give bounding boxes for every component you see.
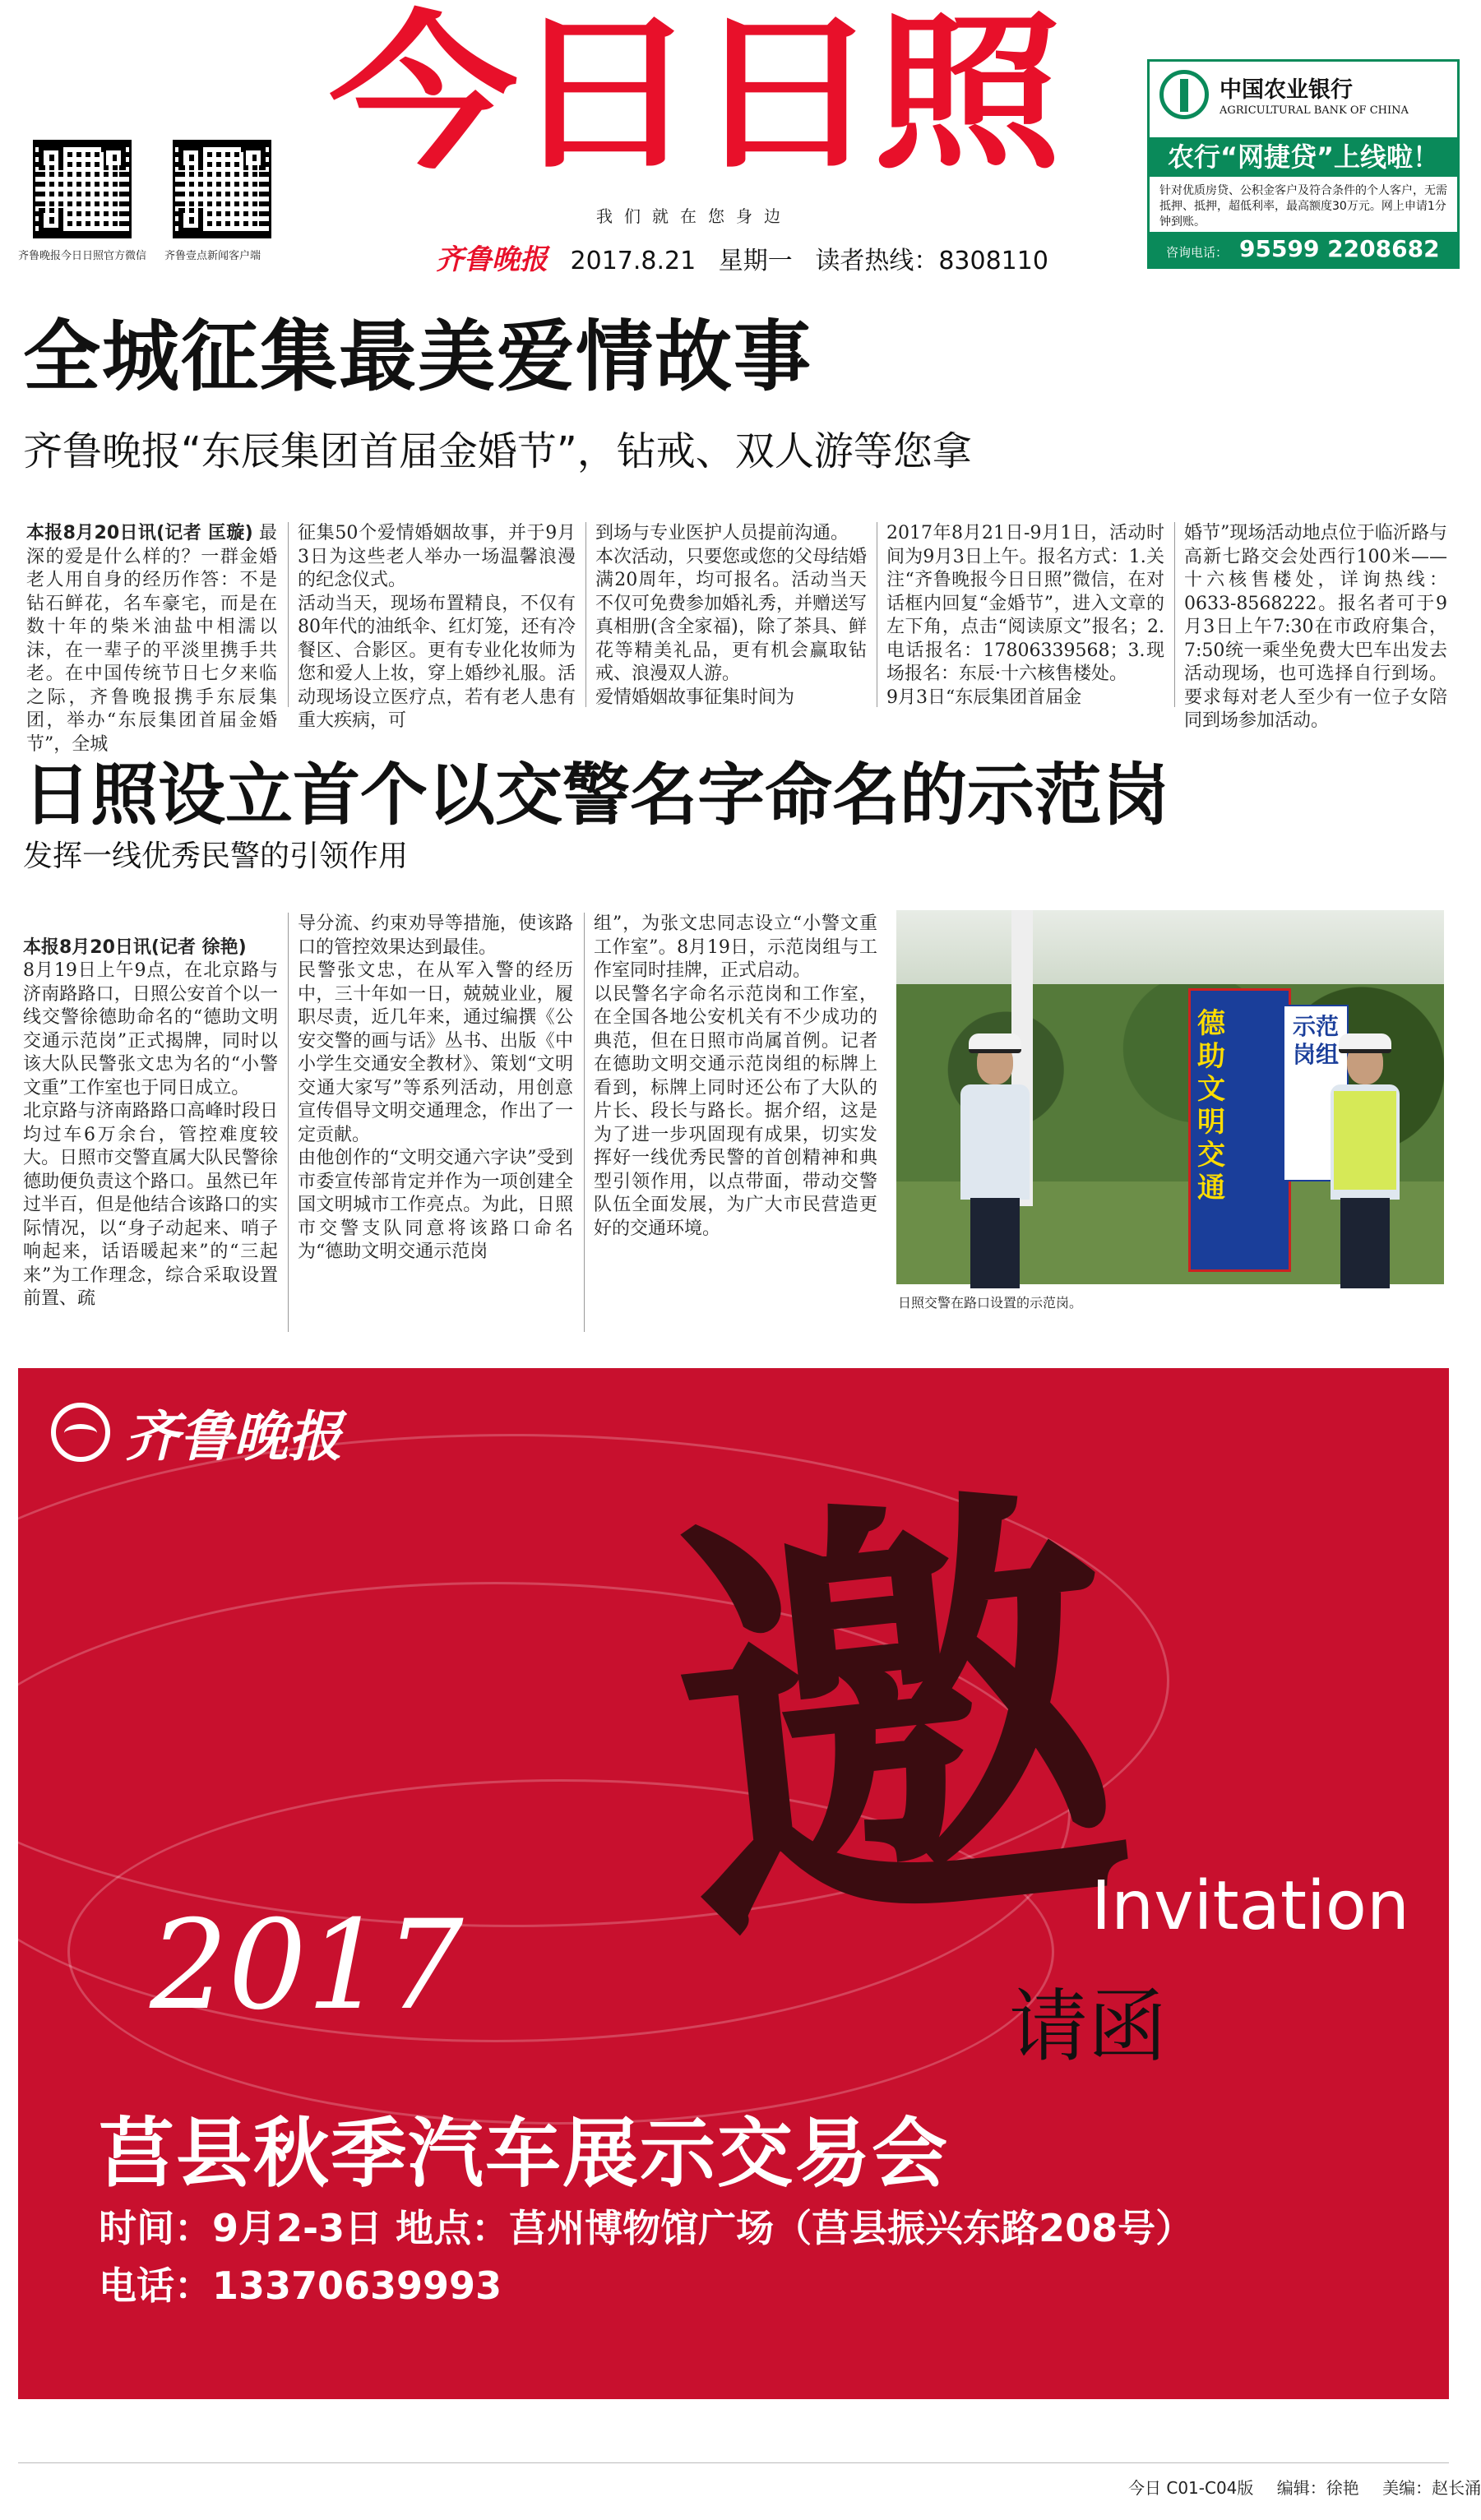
officer-right — [1324, 1042, 1406, 1288]
issue-date: 2017.8.21 — [570, 247, 697, 275]
footer-rule — [18, 2462, 1449, 2463]
column-divider — [288, 522, 289, 707]
ad-logo — [51, 1393, 342, 1471]
bank-slogan: 农行“网捷贷”上线啦！ — [1150, 137, 1457, 177]
story2-column-2: 导分流、约束劝导等措施，使该路口的管控效果达到最佳。 民警张文忠，在从军入警的经历中，三十年如一日，兢兢业业，履职尽责，近几年来，通过编撰《公安交警的画与话》丛书、出版《中小学生交通安全教材》、策划“文明交通大家写”等系列活动，用创意宣传倡导文明交通理念，作出了一定贡献。 由他创作的“文明交通六字诀”受到市委宣传部肯定并作为一项创建全国文明城市工作亮点。为此，日照市交警支队同意将该路口命名为“德助文明交通示范岗 — [298, 913, 573, 1262]
story2-headline: 日照设立首个以交警名字命名的示范岗 — [23, 756, 1170, 835]
story1-column-2: 征集50个爱情婚姻故事，并于9月3日为这些老人举办一场温馨浪漫的纪念仪式。 活动当天，现场布置精良，不仅有80年代的油纸伞、红灯笼，还有冷餐区、合影区。更有专业化妆师为您和爱人上妆，穿上婚纱礼服。活动现场设立医疗点，若有老人患有重大疾病，可 — [298, 523, 576, 731]
story1-column-1 — [26, 522, 277, 755]
sign-left-text: 德助文明交通 — [1197, 1007, 1225, 1205]
ad-invitation-letter: 请函 — [1009, 1981, 1167, 2073]
reader-hotline: 读者热线：8308110 — [815, 247, 1048, 275]
masthead-slogan: 我们就在您身边 — [596, 206, 792, 226]
footer-edition: 今日 C01-C04版 — [1128, 2478, 1254, 2498]
auto-show-ad[interactable] — [18, 1368, 1449, 2429]
story2-column-3: 组”，为张文忠同志设立“小警文重工作室”。8月19日，示范岗组与工作室同时挂牌，正式启动。 以民警名字命名示范岗和工作室，在全国各地公安机关有不少成功的典范，但在日照市尚属首例。记者在德助文明交通示范岗组的标牌上看到，标牌上同时还公布了大队的片长、段长与路长。据介绍，这是为了进一步巩固现有成果，切实发挥好一线优秀民警的首创精神和典型引领作用，以点带面，带动交警队伍全面发展，为广大市民营造更好的交通环境。 — [594, 913, 877, 1239]
qr-right-label: 齐鲁壹点新闻客户端 — [164, 250, 261, 262]
qr-code-right[interactable] — [173, 140, 271, 238]
story1-column-4: 2017年8月21日-9月1日，活动时间为9月3日上午。报名方式：1.关注“齐鲁晚报今日日照”微信，在对话框内回复“金婚节”，进入文章的左下角，点击“阅读原文”报名；2.电话报名：17806339568；3.现场报名：东辰·十六核售楼处。 9月3日“东辰集团首届金 — [886, 523, 1164, 708]
photo-caption: 日照交警在路口设置的示范岗。 — [898, 1295, 1083, 1311]
column-divider — [584, 913, 585, 1332]
officer-left — [954, 1042, 1036, 1288]
bank-name-en: AGRICULTURAL BANK OF CHINA — [1220, 104, 1409, 117]
qilu-logo-icon — [51, 1403, 110, 1462]
bank-description: 针对优质房贷、公积金客户及符合条件的个人客户，无需抵押、抵押，超低利率，最高额度30万元。网上申请1分钟到账。 — [1159, 184, 1447, 229]
ad-bottom-band — [18, 2391, 1449, 2429]
story2-lead: 本报8月20日讯(记者 徐艳) — [23, 936, 247, 958]
abc-logo-icon — [1159, 70, 1209, 119]
ad-phone: 电话：13370639993 — [99, 2263, 502, 2308]
footer-editor: 编辑：徐艳 — [1276, 2478, 1359, 2498]
story1-column-5: 婚节”现场活动地点位于临沂路与高新七路交会处西行100米——十六核售楼处，详询热线：0633-8568222。报名者可于9月3日上午7:30在市政府集合，7:50统一乘坐免费大巴车出发去活动现场，也可选择自行到场。要求每对老人至少有一位子女陪同到场参加活动。 — [1184, 523, 1447, 731]
story1-col1-text: 最深的爱是什么样的？一群金婚老人用自身的经历作答：不是钻石鲜花，名车豪宅，而是在数十年的柴米油盐中相濡以沫，在一辈子的平淡里携手共老。在中国传统节日七夕来临之际，齐鲁晚报携手东辰集团，举办“东辰集团首届金婚节”，全城 — [26, 523, 277, 755]
ad-invitation-word: Invitation — [1091, 1867, 1409, 1945]
bank-phone-bar — [1150, 232, 1457, 266]
story1-lead: 本报8月20日讯(记者 匡璇) — [26, 523, 253, 543]
ad-logo-text: 齐鲁晚报 — [125, 1404, 342, 1468]
story1-column-3: 到场与专业医护人员提前沟通。 本次活动，只要您或您的父母结婚满20周年，均可报名。活动当天不仅可免费参加婚礼秀，并赠送写真相册(含全家福)，除了茶具、鲜花等精美礼品，更有机会赢取钻戒、浪漫双人游。 爱情婚姻故事征集时间为 — [595, 523, 868, 708]
story1-subhead: 齐鲁晚报“东辰集团首届金婚节”，钻戒、双人游等您拿 — [23, 428, 972, 474]
column-divider — [1174, 522, 1175, 707]
qr-left-label: 齐鲁晚报今日日照官方微信 — [18, 250, 147, 262]
story2-column-1 — [23, 913, 278, 1332]
masthead-title: 今日日照 — [329, 0, 1055, 192]
column-divider — [585, 522, 586, 707]
ad-year: 2017 — [150, 1894, 464, 2037]
brand-logo-text: 齐鲁晚报 — [436, 243, 548, 276]
bank-ad[interactable] — [1147, 59, 1460, 269]
page-footer — [1110, 2475, 1481, 2499]
story2-col1-text: 8月19日上午9点，在北京路与济南路路口，日照公安首个以一线交警徐德助命名的“德助文明交通示范岗”正式揭牌，同时以该大队民警张文忠为名的“小警文重”工作室也于同日成立。 北京路与济南路路口高峰时段日均过车6万余台，管控难度较大。日照市交警直属大队民警徐德助便负责这个路口。虽然已年过半百，但是他结合该路口的实际情况，以“身子动起来、哨子响起来，话语暖起来”的“三起来”为工作理念，综合采取设置前置、疏 — [23, 960, 278, 1309]
bank-name: 中国农业银行 — [1220, 77, 1353, 103]
ad-event-title: 莒县秋季汽车展示交易会 — [99, 2110, 950, 2198]
bank-phone-number: 95599 2208682 — [1239, 235, 1440, 262]
ad-calligraphy-char: 邀 — [650, 1439, 1146, 2004]
ad-time-location: 时间：9月2-3日 地点：莒州博物馆广场（莒县振兴东路208号） — [99, 2206, 1194, 2250]
dateline — [436, 237, 1063, 277]
bank-ad-header — [1150, 62, 1457, 137]
bank-phone-label: 咨询电话： — [1166, 245, 1229, 260]
demo-post-panel: 示范岗组 — [1283, 1005, 1349, 1181]
story2-subhead: 发挥一线优秀民警的引领作用 — [23, 839, 409, 873]
story1-headline: 全城征集最美爱情故事 — [23, 312, 813, 402]
issue-weekday: 星期一 — [718, 247, 793, 275]
footer-designer: 美编：赵长涌 — [1382, 2478, 1481, 2498]
demo-post-sign — [1188, 988, 1291, 1272]
column-divider — [288, 913, 289, 1332]
qr-code-left[interactable] — [33, 140, 132, 238]
traffic-police-photo[interactable] — [896, 910, 1444, 1284]
